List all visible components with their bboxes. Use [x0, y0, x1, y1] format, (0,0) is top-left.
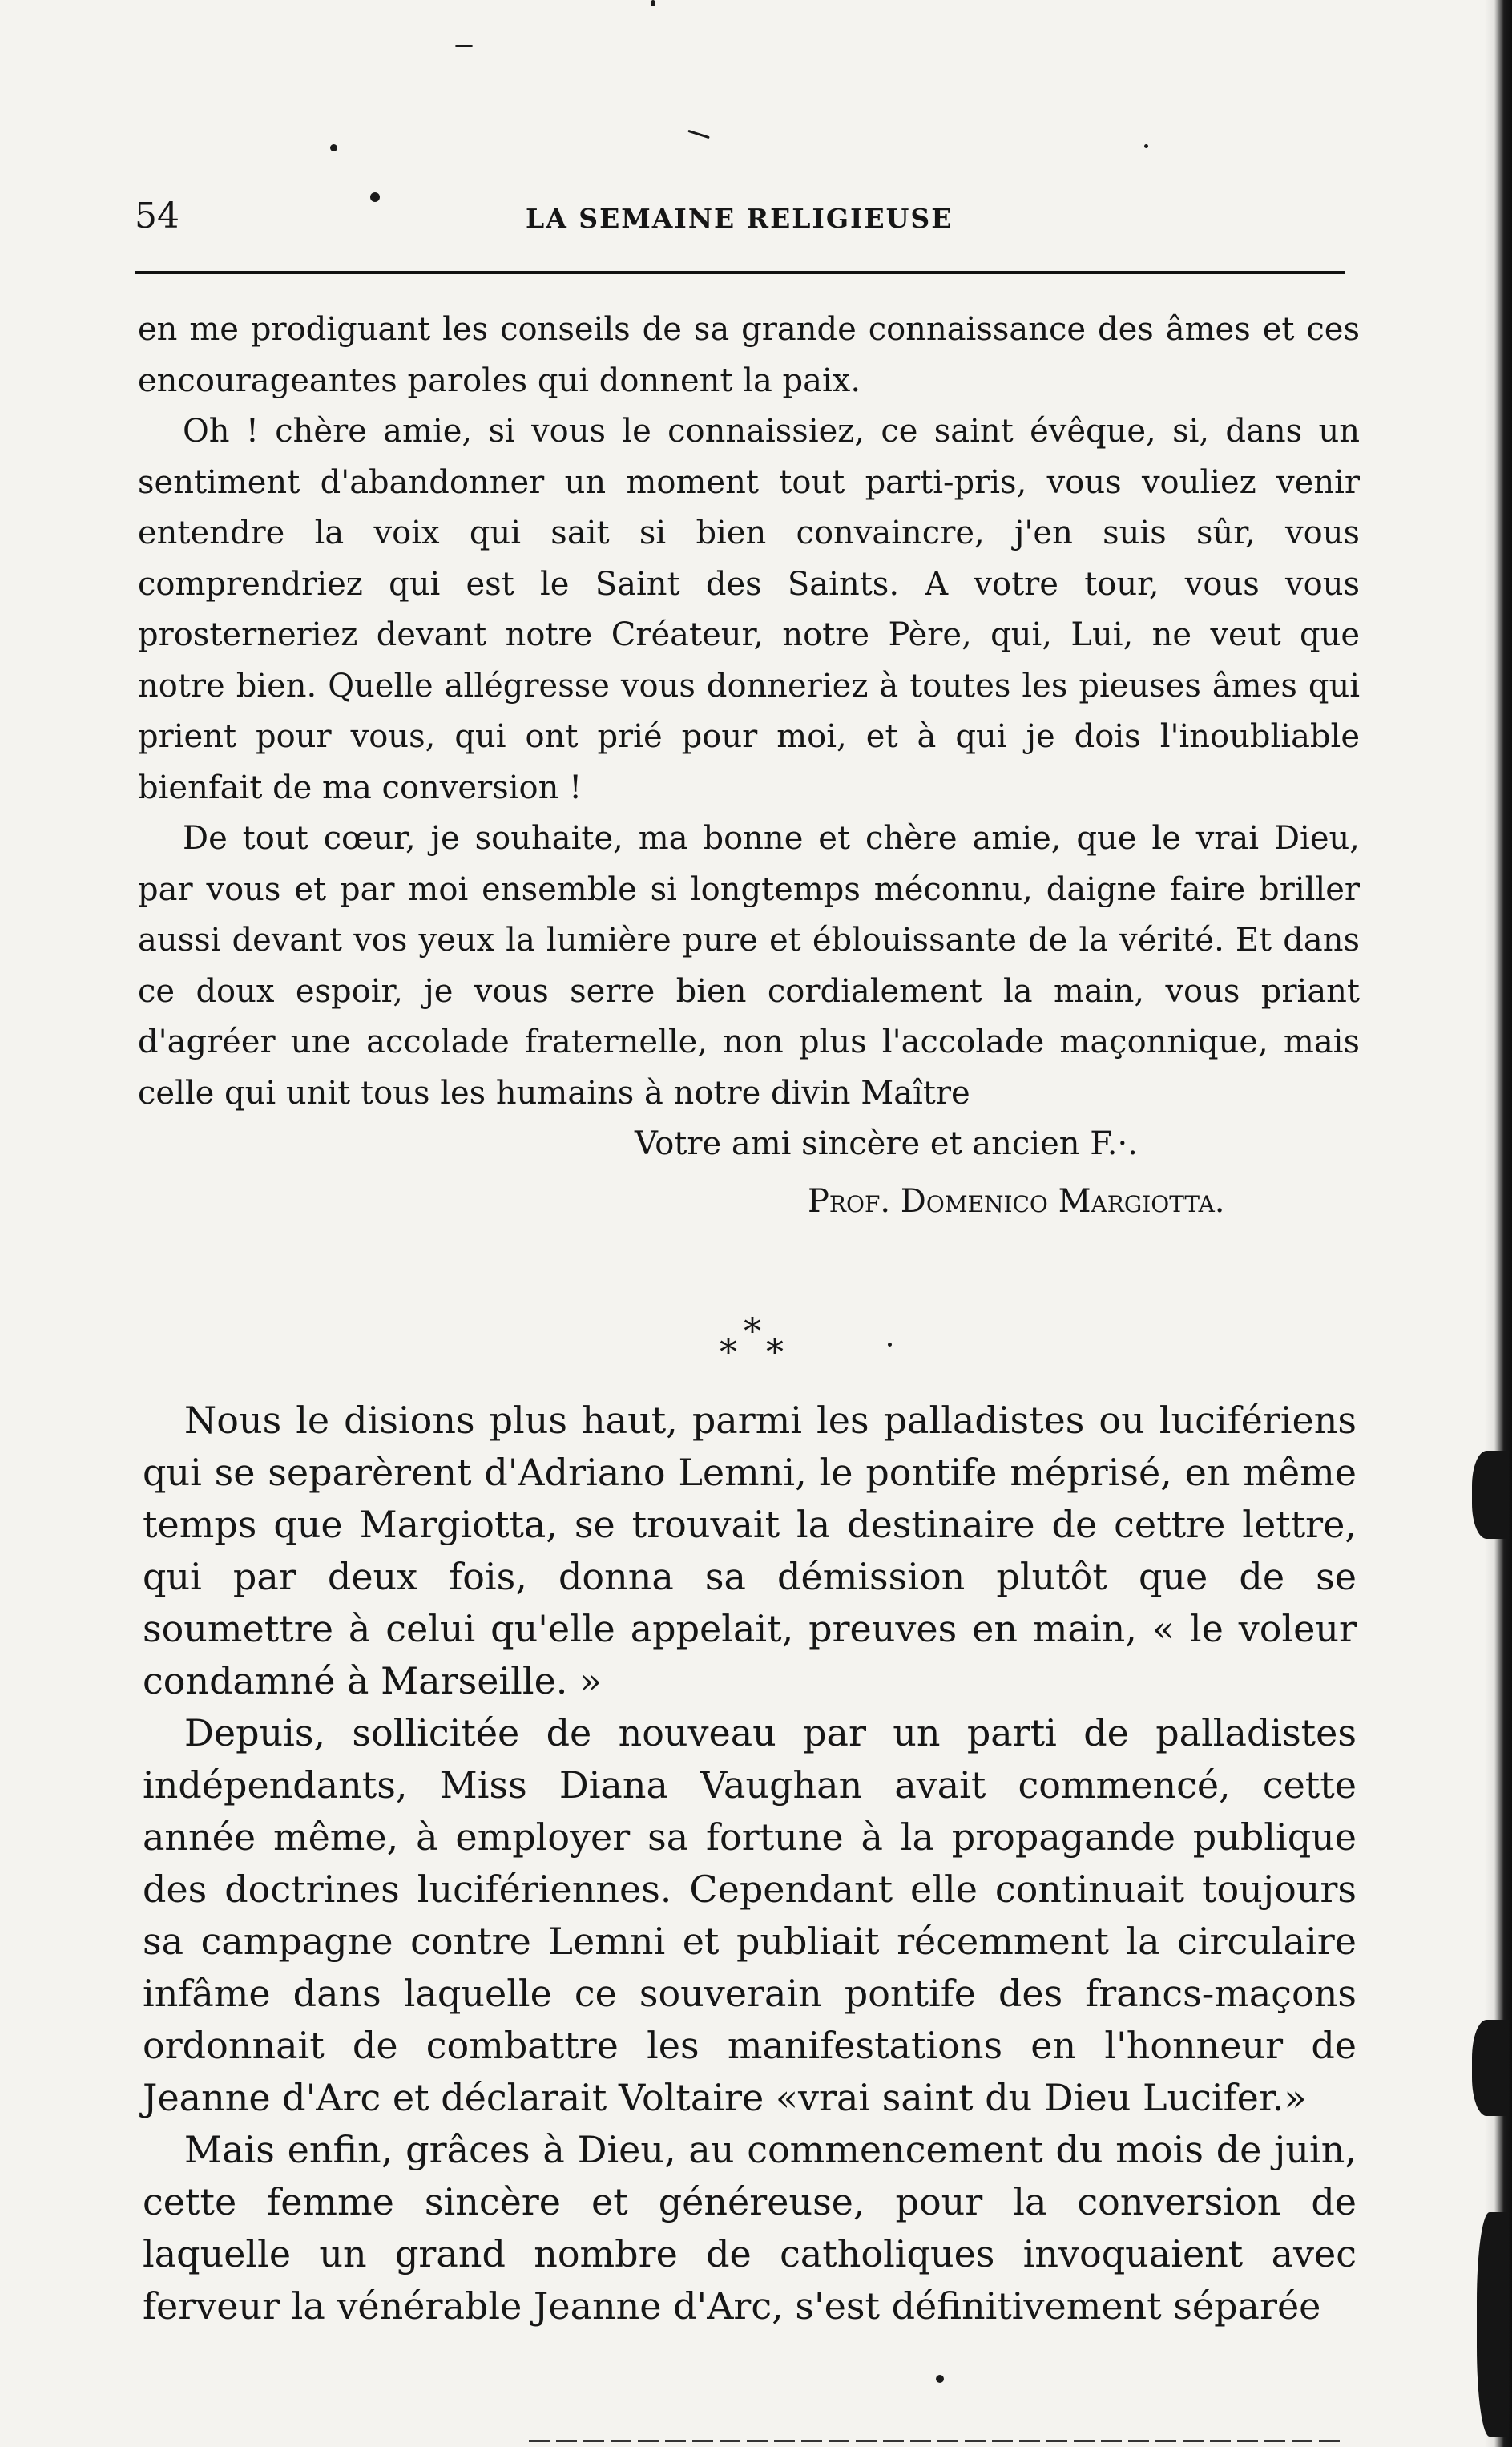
scan-speck: [1144, 144, 1148, 148]
scan-edge-blot: [1472, 1451, 1509, 1539]
scan-speck: [455, 45, 473, 47]
page-header: [135, 192, 1345, 240]
scan-edge-blot: [1472, 2020, 1509, 2116]
letter-text: [138, 305, 1360, 1233]
scan-footer-rule: [529, 2440, 1346, 2442]
letter-paragraph: Oh ! chère amie, si vous le connaissiez, ce saint évêque, si, dans un sentiment d'abandonner un moment tout parti-pris, vous vouliez venir entendre la voix qui sait si bien convaincre, j'en suis sûr, vous comprendriez qui est le Saint des Saints. A votre tour, vous vous prosterneriez devant notre Créateur, notre Père, qui, Lui, ne veut que notre bien. Quelle allégresse vous donneriez à toutes les pieuses âmes qui prient pour vous, qui ont prié pour moi, et à qui je dois l'inoubliable bienfait de ma conversion !: [138, 413, 1360, 806]
asterism-star: *: [766, 1332, 784, 1373]
body-paragraph: Depuis, sollicitée de nouveau par un parti de palladistes indépendants, Miss Diana Vaughan avait commencé, cette année même, à employer sa fortune à la propagande publique des doctrines lucifériennes. Cependant elle continuait toujours sa campagne contre Lemni et publiait récemment la circulaire infâme dans laquelle ce souverain pontife des francs-maçons ordonnait de combattre les manifestations en l'honneur de Jeanne d'Arc et déclarait Voltaire «vrai saint du Dieu Lucifer.»: [143, 1711, 1357, 2119]
letter-paragraph: en me prodiguant les conseils de sa grande connaissance des âmes et ces encourageantes paroles qui donnent la paix.: [138, 311, 1360, 399]
scan-speck: [888, 1343, 892, 1347]
asterism-star: *: [720, 1332, 737, 1373]
scan-speck: [330, 144, 337, 151]
body-paragraph: Nous le disions plus haut, parmi les palladistes ou lucifériens qui se separèrent d'Adriano Lemni, le pontife méprisé, en même temps que Margiotta, se trouvait la destinaire de cettre lettre, qui par deux fois, donna sa démission plutôt que de se soumettre à celui qu'elle appelait, preuves en main, « le voleur condamné à Marseille. »: [143, 1399, 1357, 1702]
scan-edge-blot: [1477, 2212, 1509, 2437]
letter-paragraph: De tout cœur, je souhaite, ma bonne et chère amie, que le vrai Dieu, par vous et par moi ensemble si longtemps méconnu, daigne faire briller aussi devant vos yeux la lumière pure et éblouissante de la vérité. Et dans ce doux espoir, je vous serre bien cordialement la main, vous priant d'agréer une accolade fraternelle, non plus l'accolade maçonnique, mais celle qui unit tous les humains à notre divin Maître: [138, 820, 1360, 1112]
article-body: [143, 1395, 1357, 2332]
letter-signoff: Votre ami sincère et ancien F.·.: [635, 1125, 1138, 1162]
asterism-separator: [713, 1311, 801, 1379]
scan-speck: [936, 2375, 944, 2383]
running-title: LA SEMAINE RELIGIEUSE: [526, 203, 954, 234]
page-number: 54: [135, 196, 179, 236]
letter-signature: Prof. Domenico Margiotta.: [808, 1182, 1225, 1220]
body-paragraph: Mais enfin, grâces à Dieu, au commencement du mois de juin, cette femme sincère et généreuse, pour la conversion de laquelle un grand nombre de catholiques invoquaient avec ferveur la vénérable Jeanne d'Arc, s'est définitivement séparée: [143, 2128, 1357, 2328]
asterism-star: *: [744, 1311, 761, 1352]
header-rule: [135, 271, 1345, 274]
scan-speck: [651, 0, 655, 6]
scan-speck: [687, 130, 710, 139]
